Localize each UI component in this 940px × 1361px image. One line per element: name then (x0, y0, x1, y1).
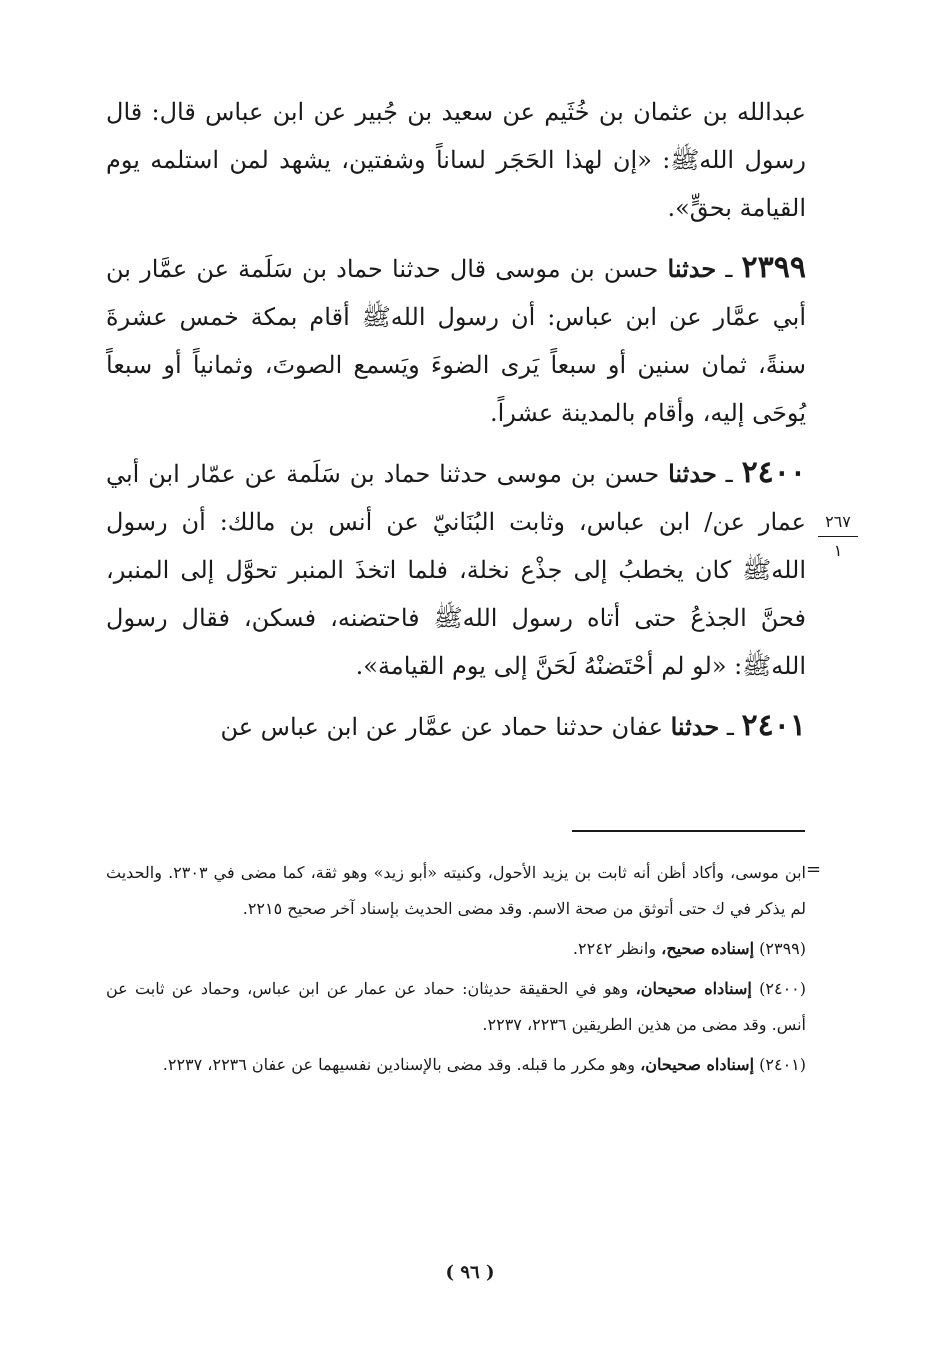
hadith-text: عفان حدثنا حماد عن عمَّار عن ابن عباس عن (220, 713, 663, 741)
margin-ref-volume-page: ٢٦٧ (818, 512, 858, 537)
footnote-2399 (106, 931, 806, 967)
margin-ref-part: ١ (833, 541, 843, 560)
footnote-label: إسناداه صحيحان، (640, 1055, 755, 1074)
footnote-2400 (106, 971, 806, 1043)
margin-reference (818, 512, 858, 561)
hadith-number: ٢٣٩٩ (741, 250, 806, 285)
hadith-continuation: عبدالله بن عثمان بن خُثَيم عن سعيد بن جُبير عن ابن عباس قال: قال رسول اللهﷺ: «إن لهذا الحَجَر لساناً وشفتين، يشهد لمن استلمه يوم القيامة بحقٍّ». (106, 98, 806, 222)
hadith-2401 (106, 702, 806, 751)
hadith-label: حدثنا (668, 459, 717, 488)
footnote-continuation-mark: = (806, 859, 822, 880)
hadith-2400 (106, 449, 806, 690)
footnote-2401 (106, 1047, 806, 1083)
hadith-label: حدثنا (667, 254, 717, 283)
footnote-ref: (٢٤٠٠) (759, 979, 807, 998)
dash: ـ (716, 460, 733, 488)
main-text (106, 88, 806, 763)
footnote-text: وهو مكرر ما قبله. وقد مضى بالإسنادين نفسيهما عن عفان ٢٢٣٦، ٢٢٣٧. (162, 1055, 635, 1074)
hadith-text: حسن بن موسى حدثنا حماد بن سَلَمة عن عمّار ابن أبي عمار عن/ ابن عباس، وثابت البُنَانيّ عن أنس بن مالك: أن رسول اللهﷺ كان يخطبُ إلى جذْع نخلة، فلما اتخذَ المنبر تحوَّل إلى المنبر، فحنَّ الجذعُ حتى أتاه رسول اللهﷺ فاحتضنه، فسكن، فقال رسول اللهﷺ: «لو لم أحْتَضنْهُ لَحَنَّ إلى يوم القيامة». (106, 460, 806, 680)
footnote-label: إسناده صحيح، (661, 939, 755, 958)
dash: ـ (719, 713, 734, 741)
hadith-2399 (106, 244, 806, 437)
page-number: ( ٩٦ ) (445, 1262, 495, 1283)
footnote-separator (572, 830, 805, 832)
hadith-number: ٢٤٠٠ (741, 455, 807, 490)
footnote-ref: (٢٤٠١) (759, 1055, 806, 1074)
hadith-number: ٢٤٠١ (741, 708, 806, 743)
footnotes (106, 855, 806, 1087)
footnote-ref: (٢٣٩٩) (759, 939, 806, 958)
footnote-text: وهو في الحقيقة حديثان: حماد عن عمار عن ابن عباس، وحماد عن ثابت عن أنس. وقد مضى من هذين الطريقين ٢٢٣٦، ٢٢٣٧. (106, 979, 806, 1034)
hadith-label: حدثنا (670, 712, 720, 741)
dash: ـ (716, 255, 733, 283)
footnote-continued: ابن موسى، وأكاد أظن أنه ثابت بن يزيد الأحول، وكنيته «أبو زيد» وهو ثقة، كما مضى في ٢٣٠٣. والحديث لم يذكر في ك حتى أتوثق من صحة الاسم. وقد مضى الحديث بإسناد آخر صحيح ٢٢١٥. (106, 863, 807, 918)
footnote-text: وانظر ٢٢٤٢. (572, 939, 657, 958)
hadith-text: حسن بن موسى قال حدثنا حماد بن سَلَمة عن عمَّار بن أبي عمَّار عن ابن عباس: أن رسول اللهﷺ أقام بمكة خمس عشرةَ سنةً، ثمان سنين أو سبعاً يَرى الضوءَ ويَسمع الصوتَ، وثمانياً أو سبعاً يُوحَى إليه، وأقام بالمدينة عشراً. (106, 255, 806, 427)
footnote-label: إسناداه صحيحان، (635, 979, 752, 998)
